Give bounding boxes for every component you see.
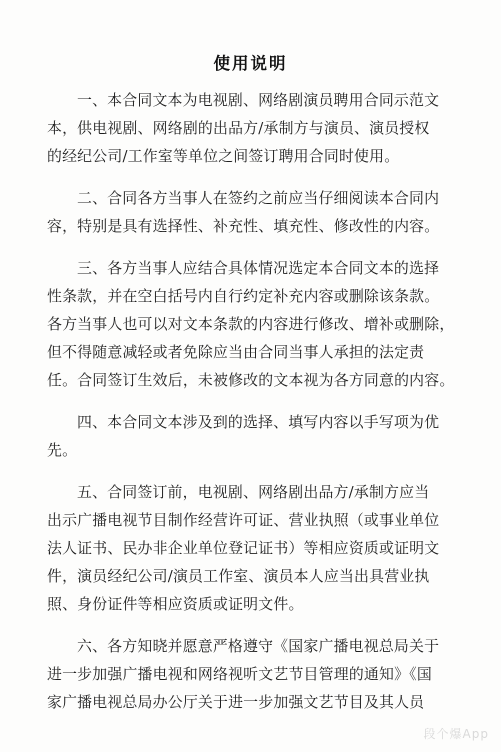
paragraph-1 <box>47 86 461 170</box>
paragraph-4 <box>47 408 461 464</box>
paragraph-line: 二、合同各方当事人在签约之前应当仔细阅读本合同内 <box>77 189 440 207</box>
paragraph-line: 三、各方当事人应结合具体情况选定本合同文本的选择 <box>77 259 440 277</box>
paragraph-line: 家广播电视总局办公厅关于进一步加强文艺节目及其人员 <box>47 693 425 711</box>
paragraph-2 <box>47 184 461 240</box>
paragraph-line: 任。合同签订生效后，未被修改的文本视为各方同意的内容。 <box>47 371 455 389</box>
paragraph-line: 出示广播电视节目制作经营许可证、营业执照（或事业单位 <box>47 511 440 529</box>
paragraph-line: 件，演员经纪公司/演员工作室、演员本人应当出具营业执 <box>47 567 430 585</box>
paragraph-line: 容，特别是具有选择性、补充性、填充性、修改性的内容。 <box>47 217 440 235</box>
paragraph-line: 四、本合同文本涉及到的选择、填写内容以手写项为优 <box>77 413 440 431</box>
paragraph-line: 性条款，并在空白括号内自行约定补充内容或删除该条款。 <box>47 287 440 305</box>
paragraph-line: 五、合同签订前，电视剧、网络剧出品方/承制方应当 <box>77 483 430 501</box>
watermark: 段个爆App <box>423 727 489 741</box>
paragraph-line: 照、身份证件等相应资质或证明文件。 <box>47 595 304 613</box>
paragraph-3 <box>47 254 461 394</box>
document-title: 使用说明 <box>213 54 288 73</box>
paragraph-5 <box>47 478 461 618</box>
paragraph-line: 六、各方知晓并愿意严格遵守《国家广播电视总局关于 <box>77 637 440 655</box>
paragraph-6 <box>47 632 461 716</box>
paragraph-line: 法人证书、民办非企业单位登记证书）等相应资质或证明文 <box>47 539 440 557</box>
document-body <box>47 86 461 730</box>
paragraph-line: 但不得随意减轻或者免除应当由合同当事人承担的法定责 <box>47 343 425 361</box>
paragraph-line: 先。 <box>47 441 78 459</box>
paragraph-line: 本，供电视剧、网络剧的出品方/承制方与演员、演员授权 <box>47 119 430 137</box>
paragraph-line: 的经纪公司/工作室等单位之间签订聘用合同时使用。 <box>47 147 400 165</box>
paragraph-line: 各方当事人也可以对文本条款的内容进行修改、增补或删除， <box>47 315 455 333</box>
paragraph-line: 进一步加强广播电视和网络视听文艺节目管理的通知》《国 <box>47 665 432 683</box>
paragraph-line: 一、本合同文本为电视剧、网络剧演员聘用合同示范文 <box>77 91 440 109</box>
